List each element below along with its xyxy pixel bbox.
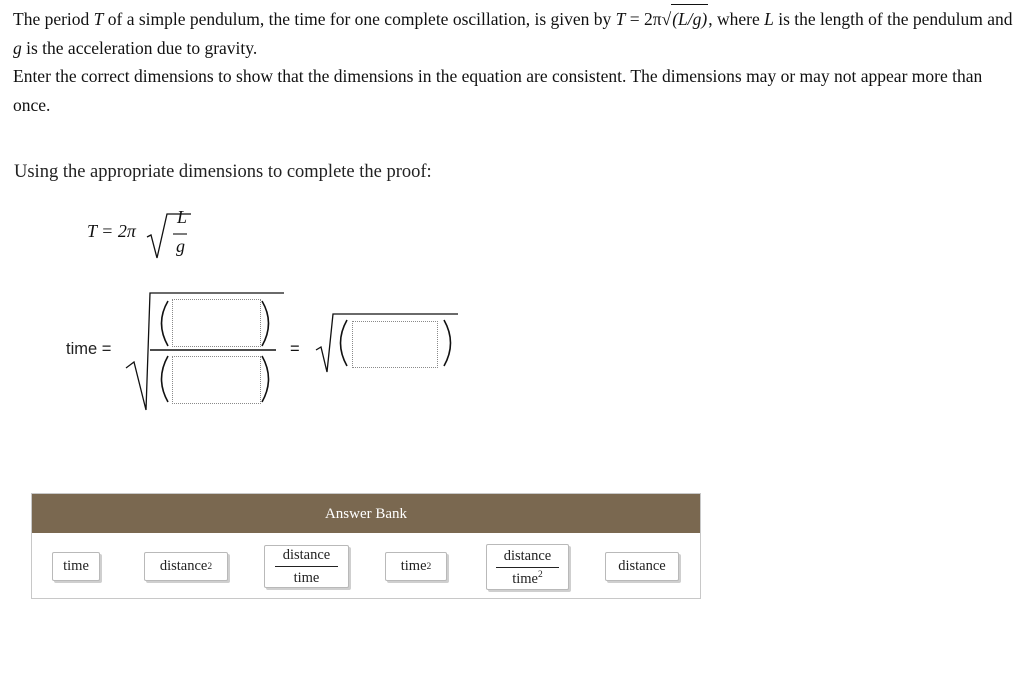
chip-distance-squared[interactable]: distance 2 — [144, 552, 228, 581]
equation-numerator: L — [177, 207, 188, 227]
chip-time-squared[interactable]: time 2 — [385, 552, 447, 581]
drop-slot-denominator[interactable] — [172, 356, 261, 404]
sqrt-content: (L/g) — [671, 4, 708, 34]
problem-paragraph-2: Enter the correct dimensions to show that the dimensions in the equation are consistent. The dimensions may or may not appear more than once. — [13, 66, 983, 115]
problem-paragraph-1: The period T of a simple pendulum, the time for one complete oscillation, is given by T = 2π√(L/g), where L is the length of the pendulum and g is the acceleration due to gravity. — [13, 4, 1013, 62]
answer-bank — [31, 493, 701, 599]
equation-lhs: T = 2π — [87, 221, 136, 241]
time-label: time = — [66, 340, 112, 358]
answer-bank-title: Answer Bank — [32, 494, 700, 533]
proof-equals-sign: = — [290, 340, 300, 358]
proof-heading: Using the appropriate dimensions to complete the proof: — [14, 162, 432, 182]
chip-distance[interactable]: distance — [605, 552, 679, 581]
chip-time[interactable]: time — [52, 552, 100, 581]
drop-slot-numerator[interactable] — [172, 299, 261, 347]
drop-slot-simplified[interactable] — [352, 321, 438, 368]
chip-distance-over-time-squared[interactable]: distance time$^2$ — [486, 544, 569, 590]
chip-distance-over-time[interactable]: distance time — [264, 545, 349, 588]
equation-denominator: g — [176, 236, 185, 256]
sqrt-symbol: √ — [661, 9, 672, 29]
